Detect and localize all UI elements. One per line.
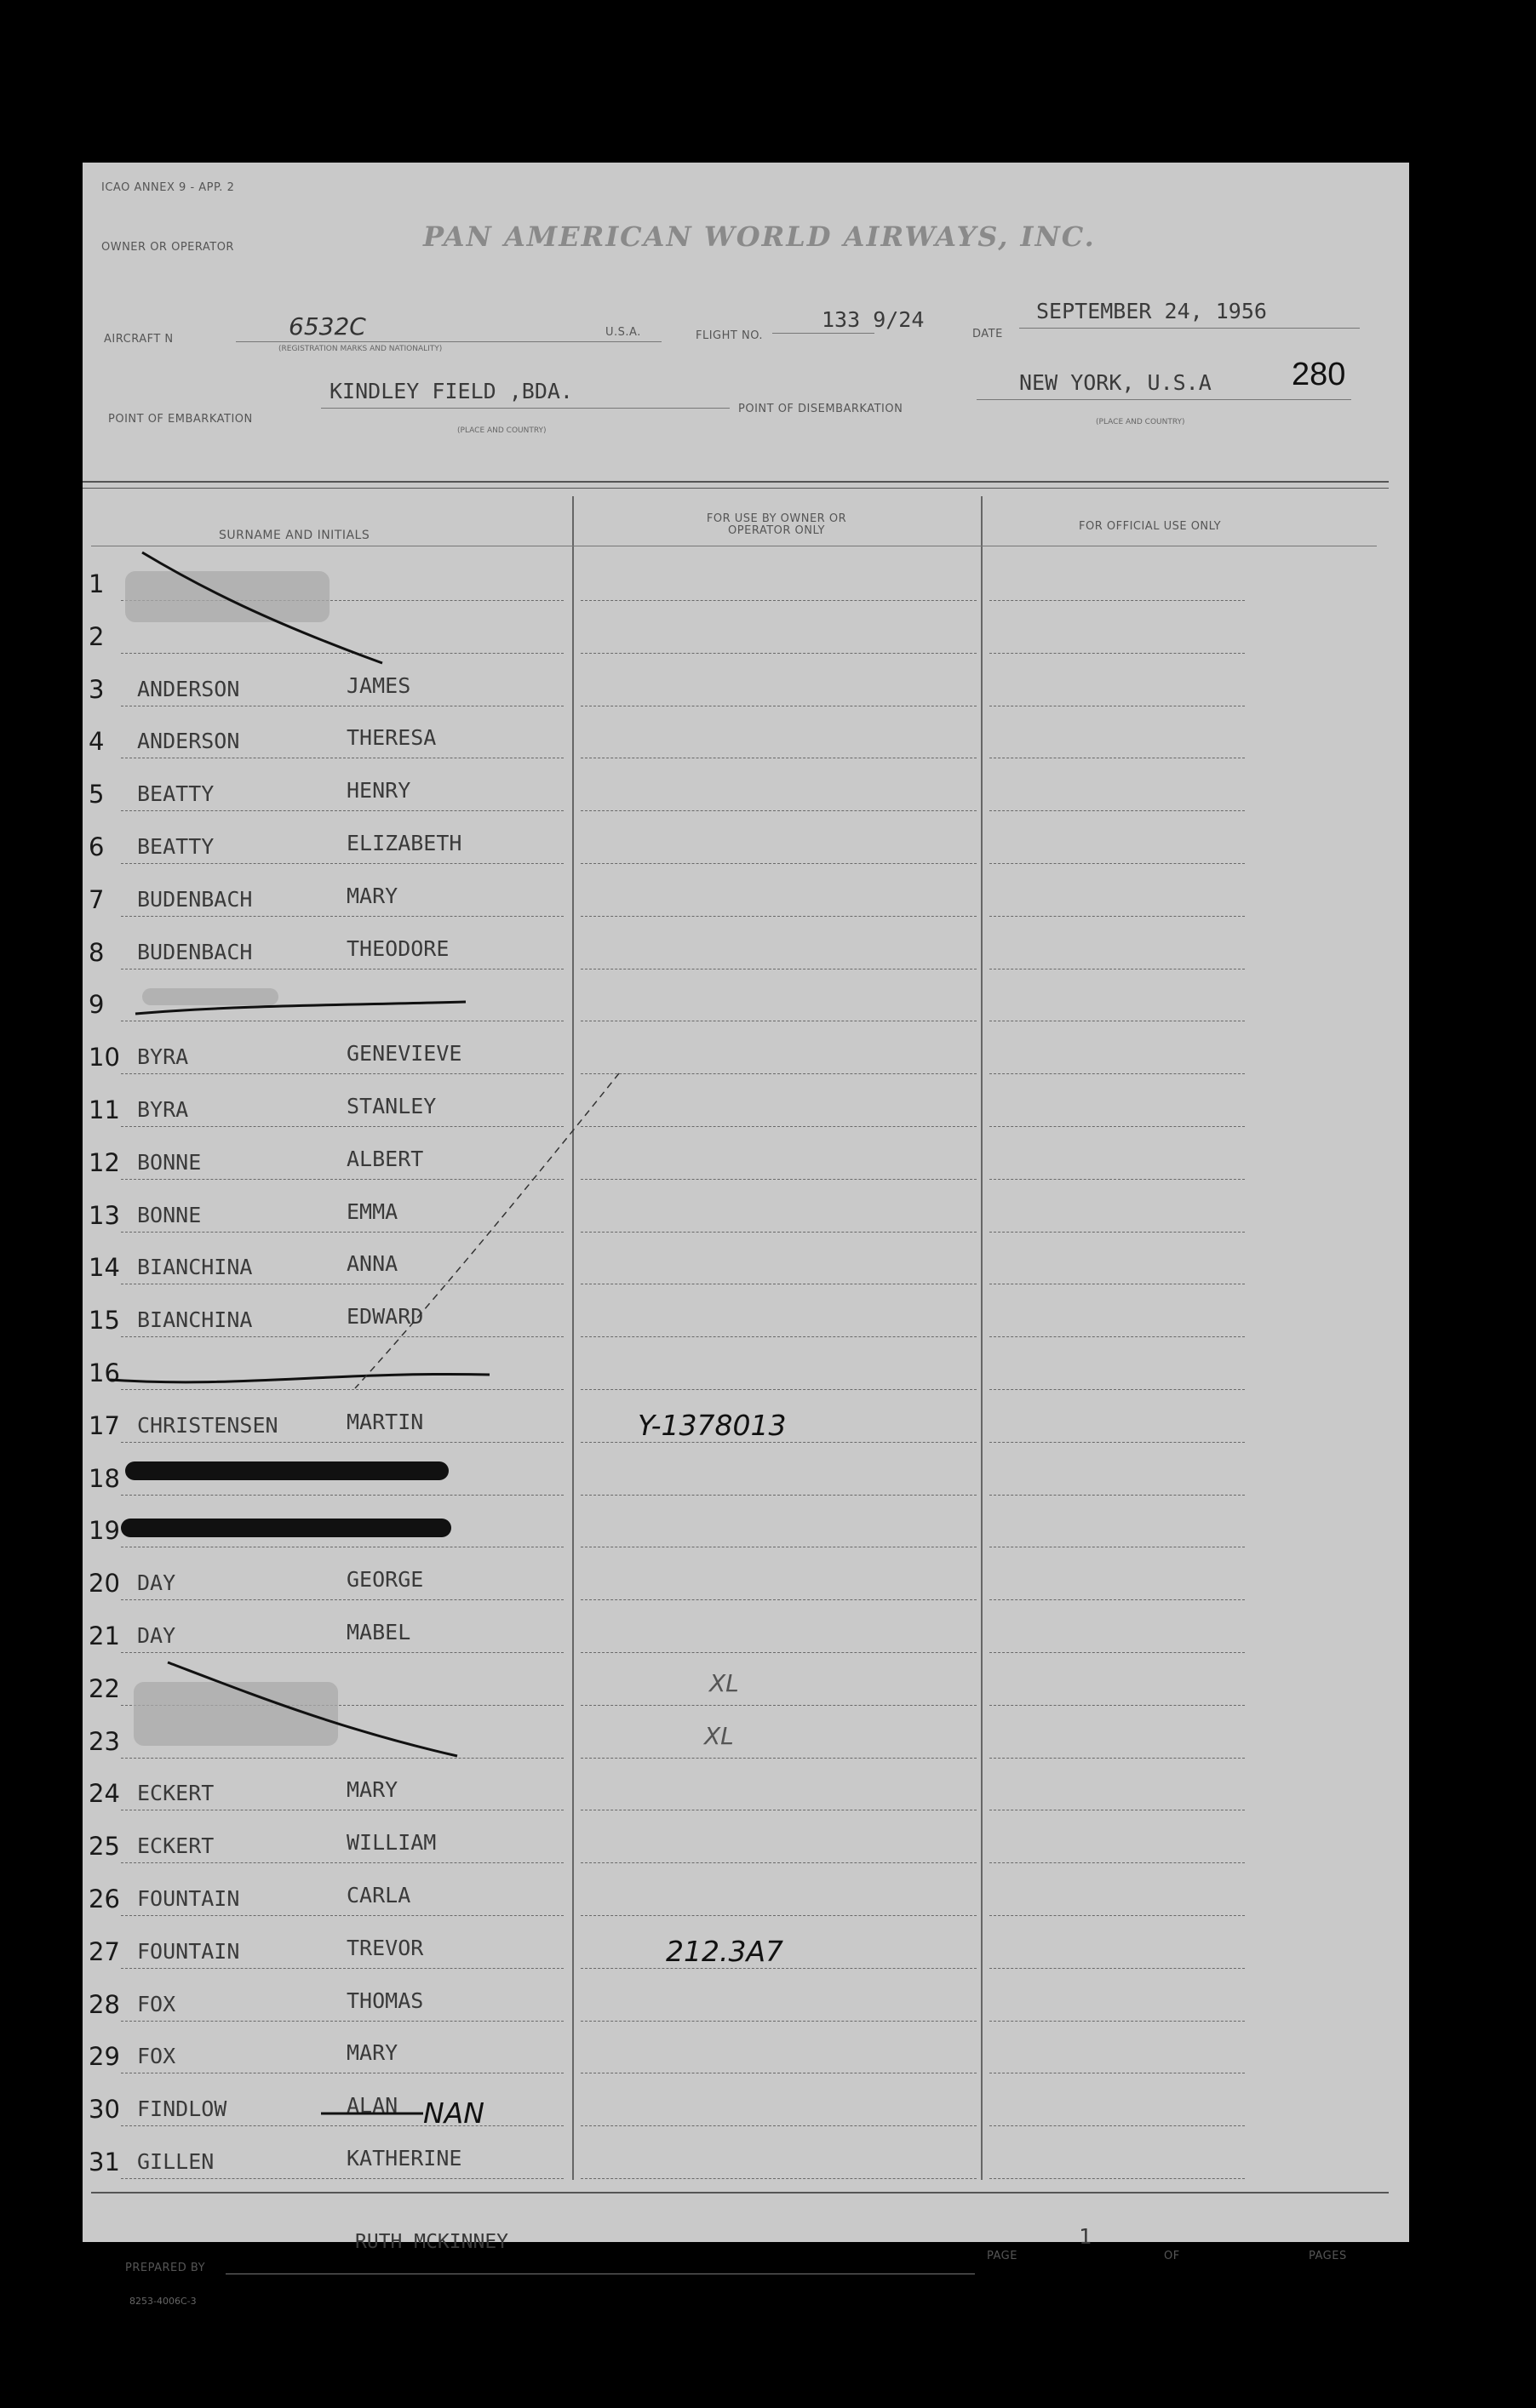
pages-label: PAGES — [1309, 2250, 1347, 2262]
passenger-surname: BYRA — [137, 1044, 189, 1070]
owner-note-row23: XL — [704, 1722, 734, 1750]
disembarkation-value: NEW YORK, U.S.A — [1019, 370, 1212, 395]
passenger-given-name: TREVOR — [347, 1935, 424, 1960]
row-number: 4 — [89, 727, 105, 757]
passenger-surname: FOUNTAIN — [137, 1886, 240, 1911]
row-number: 25 — [89, 1832, 120, 1862]
column-header-name: SURNAME AND INITIALS — [219, 529, 370, 542]
date-label: DATE — [972, 328, 1003, 340]
row-number: 9 — [89, 990, 105, 1020]
row-number: 22 — [89, 1673, 120, 1703]
disembarkation-label: POINT OF DISEMBARKATION — [738, 403, 903, 415]
manifest-sheet — [83, 163, 1409, 2307]
row-number: 13 — [89, 1200, 120, 1230]
passenger-surname: BIANCHINA — [137, 1255, 253, 1280]
owner-note-row30-correction: NAN — [423, 2096, 484, 2130]
strike-row9 — [135, 1002, 466, 1014]
row-number: 1 — [89, 569, 105, 598]
owner-note-row27: 212.3A7 — [666, 1935, 784, 1968]
embarkation-label: POINT OF EMBARKATION — [108, 413, 253, 426]
passenger-given-name: ELIZABETH — [347, 831, 462, 855]
strike-row22-23 — [168, 1662, 457, 1756]
row-number: 10 — [89, 1043, 120, 1072]
passenger-given-name: MABEL — [347, 1620, 411, 1644]
row-number: 18 — [89, 1463, 120, 1493]
passenger-given-name: ANNA — [347, 1251, 398, 1277]
row-number: 16 — [89, 1358, 120, 1387]
passenger-given-name: MARY — [347, 2040, 398, 2066]
passenger-surname: CHRISTENSEN — [137, 1412, 278, 1438]
aircraft-value: 6532C — [289, 312, 366, 340]
passenger-given-name: HENRY — [347, 778, 411, 804]
row-number: 21 — [89, 1622, 120, 1650]
stamp-number: 280 — [1292, 357, 1346, 392]
passenger-surname: DAY — [137, 1570, 176, 1596]
passenger-given-name: JAMES — [347, 672, 411, 698]
row-number: 12 — [89, 1147, 120, 1177]
row-number: 29 — [89, 2042, 120, 2072]
row-number: 5 — [89, 780, 105, 809]
passenger-surname: BUDENBACH — [137, 886, 253, 912]
row-number: 31 — [89, 2148, 120, 2176]
passenger-given-name: MARY — [347, 1777, 398, 1803]
row-number: 6 — [89, 832, 105, 861]
form-reference: ICAO ANNEX 9 - APP. 2 — [101, 181, 235, 194]
strike-row1-2 — [142, 552, 382, 663]
row-number: 24 — [89, 1779, 120, 1809]
row-number: 20 — [89, 1569, 120, 1599]
passenger-surname: BYRA — [137, 1097, 189, 1122]
passenger-given-name: ALAN — [347, 2093, 398, 2119]
row-number: 19 — [89, 1516, 120, 1546]
page-value: 1 — [1079, 2224, 1092, 2249]
prepared-by-value: RUTH MCKINNEY — [355, 2231, 509, 2253]
row-number: 15 — [89, 1306, 120, 1336]
flight-label: FLIGHT NO. — [696, 329, 764, 342]
embarkation-caption: (PLACE AND COUNTRY) — [457, 426, 547, 435]
passenger-given-name: KATHERINE — [347, 2146, 462, 2171]
owner-label: OWNER OR OPERATOR — [101, 241, 234, 254]
row-number: 17 — [89, 1410, 120, 1440]
passenger-surname: FINDLOW — [137, 2096, 227, 2122]
passenger-given-name: MARTIN — [347, 1409, 424, 1434]
of-label: OF — [1164, 2250, 1180, 2262]
registration-caption: (REGISTRATION MARKS AND NATIONALITY) — [278, 345, 443, 353]
form-number: 8253-4006C-3 — [129, 2296, 197, 2307]
row-number: 30 — [89, 2095, 120, 2125]
passenger-surname: BONNE — [137, 1202, 202, 1227]
column-header-owner-use: FOR USE BY OWNER OR OPERATOR ONLY — [706, 512, 847, 537]
passenger-given-name: MARY — [347, 883, 398, 908]
passenger-given-name: WILLIAM — [347, 1830, 437, 1856]
passenger-given-name: GEORGE — [347, 1567, 424, 1593]
passenger-given-name: EDWARD — [347, 1304, 424, 1330]
passenger-surname: GILLEN — [137, 2149, 215, 2174]
row-number: 3 — [89, 674, 105, 704]
row-number: 27 — [89, 1936, 120, 1966]
flight-value: 133 9/24 — [822, 307, 925, 332]
passenger-surname: FOX — [137, 2044, 176, 2069]
prepared-by-label: PREPARED BY — [125, 2262, 206, 2274]
passenger-given-name: GENEVIEVE — [347, 1041, 462, 1067]
row-number: 14 — [89, 1253, 120, 1283]
strike-row16 — [110, 1374, 490, 1381]
row-number: 2 — [89, 621, 105, 651]
passenger-surname: FOUNTAIN — [137, 1938, 240, 1964]
passenger-given-name: EMMA — [347, 1198, 398, 1224]
passenger-surname: ECKERT — [137, 1833, 215, 1859]
passenger-surname: DAY — [137, 1623, 176, 1648]
page-label: PAGE — [987, 2250, 1017, 2262]
row-number: 8 — [89, 937, 105, 967]
passenger-surname: ANDERSON — [137, 729, 240, 754]
passenger-surname: BEATTY — [137, 834, 215, 859]
row-number: 28 — [89, 1989, 120, 2019]
passenger-given-name: THEODORE — [347, 935, 450, 961]
passenger-surname: BUDENBACH — [137, 939, 253, 964]
column-header-official-use: FOR OFFICIAL USE ONLY — [1079, 520, 1222, 533]
diagonal-mark — [355, 1073, 619, 1388]
passenger-surname: BEATTY — [137, 781, 215, 807]
passenger-surname: ECKERT — [137, 1781, 215, 1806]
disembarkation-caption: (PLACE AND COUNTRY) — [1096, 418, 1185, 426]
row-number: 23 — [89, 1726, 120, 1756]
owner-note-row22: XL — [709, 1669, 739, 1697]
row-number: 11 — [89, 1095, 120, 1124]
passenger-given-name: THERESA — [347, 725, 437, 751]
country-label: U.S.A. — [605, 326, 641, 339]
row-number: 7 — [89, 884, 105, 914]
owner-note-row17: Y-1378013 — [638, 1409, 787, 1442]
date-value: SEPTEMBER 24, 1956 — [1036, 299, 1267, 323]
passenger-surname: BIANCHINA — [137, 1307, 253, 1333]
owner-value: PAN AMERICAN WORLD AIRWAYS, INC. — [423, 220, 1096, 253]
passenger-surname: FOX — [137, 1991, 176, 2016]
pen-marks — [83, 163, 1409, 2242]
embarkation-value: KINDLEY FIELD ,BDA. — [330, 379, 573, 403]
passenger-surname: ANDERSON — [137, 676, 240, 701]
passenger-surname: BONNE — [137, 1149, 202, 1175]
passenger-given-name: ALBERT — [347, 1146, 424, 1171]
aircraft-label: AIRCRAFT N — [104, 333, 174, 346]
passenger-given-name: CARLA — [347, 1883, 411, 1908]
passenger-given-name: STANLEY — [347, 1094, 437, 1118]
passenger-given-name: THOMAS — [347, 1988, 424, 2013]
row-number: 26 — [89, 1885, 120, 1913]
